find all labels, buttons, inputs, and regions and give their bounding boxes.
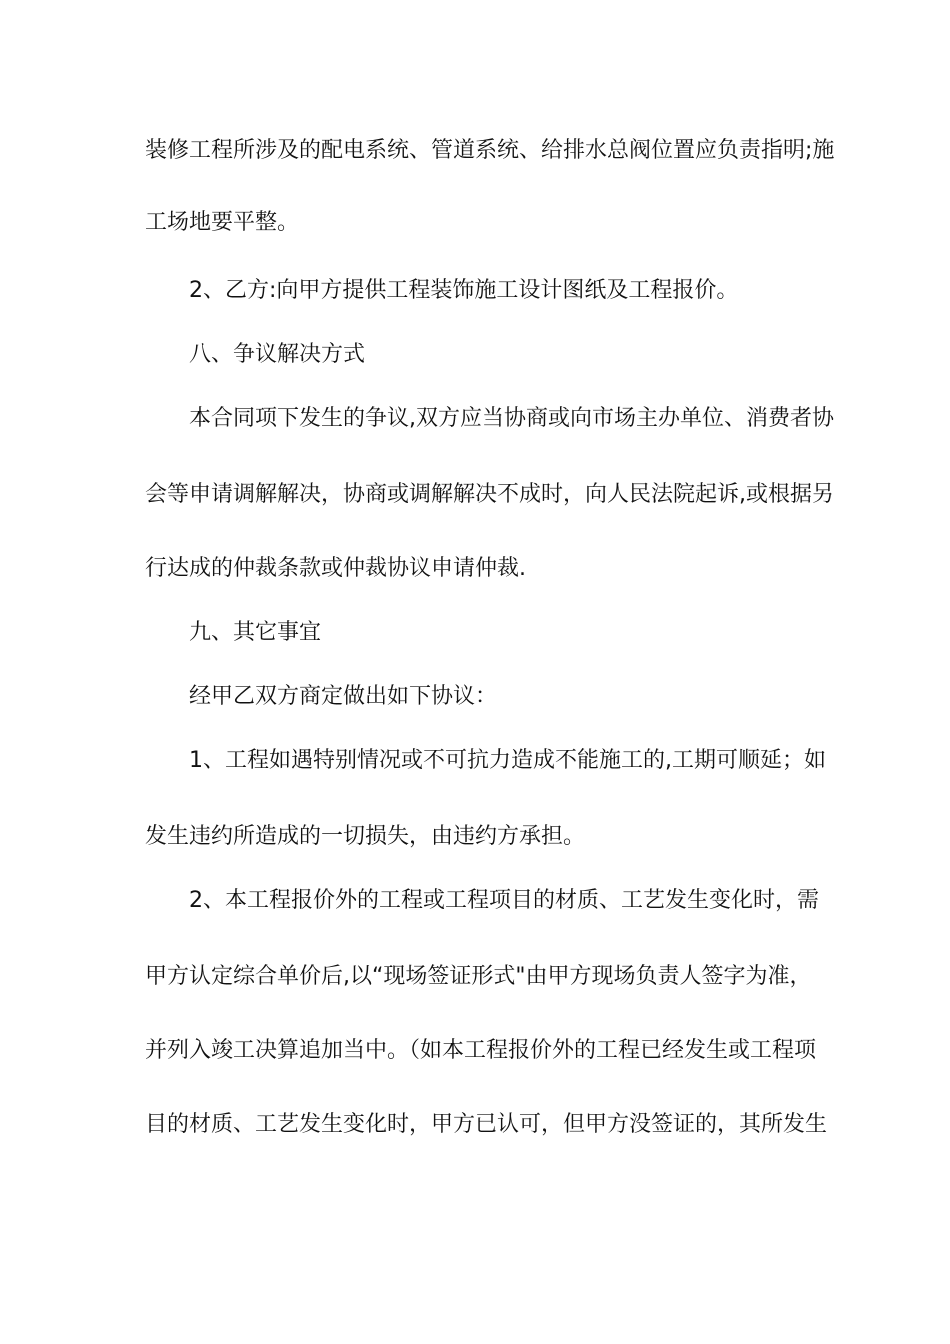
text-line-10: 1、工程如遇特别情况或不可抗力造成不能施工的,工期可顺延；如 [189,748,826,773]
text-line-13: 甲方认定综合单价后,以“现场签证形式"由甲方现场负责人签字为准， [145,964,812,989]
section-heading-8: 八、争议解决方式 [189,342,366,367]
text-line-12: 2、本工程报价外的工程或工程项目的材质、工艺发生变化时，需 [189,888,819,913]
text-line-14: 并列入竣工决算追加当中。（如本工程报价外的工程已经发生或工程项 [145,1038,817,1063]
text-line-5: 本合同项下发生的争议,双方应当协商或向市场主办单位、消费者协 [189,406,834,431]
text-line-3: 2、乙方:向甲方提供工程装饰施工设计图纸及工程报价。 [189,278,739,303]
text-line-7: 行达成的仲裁条款或仲裁协议申请仲裁. [145,556,526,581]
text-line-11: 发生违约所造成的一切损失，由违约方承担。 [145,824,586,849]
text-line-9: 经甲乙双方商定做出如下协议： [189,684,498,709]
section-heading-9: 九、其它事宜 [189,620,322,645]
text-line-1: 装修工程所涉及的配电系统、管道系统、给排水总阀位置应负责指明;施 [145,138,835,163]
text-line-15: 目的材质、工艺发生变化时，甲方已认可，但甲方没签证的，其所发生 [145,1112,828,1137]
text-line-2: 工场地要平整。 [145,210,300,235]
text-line-6: 会等申请调解解决，协商或调解解决不成时，向人民法院起诉,或根据另 [145,482,834,507]
